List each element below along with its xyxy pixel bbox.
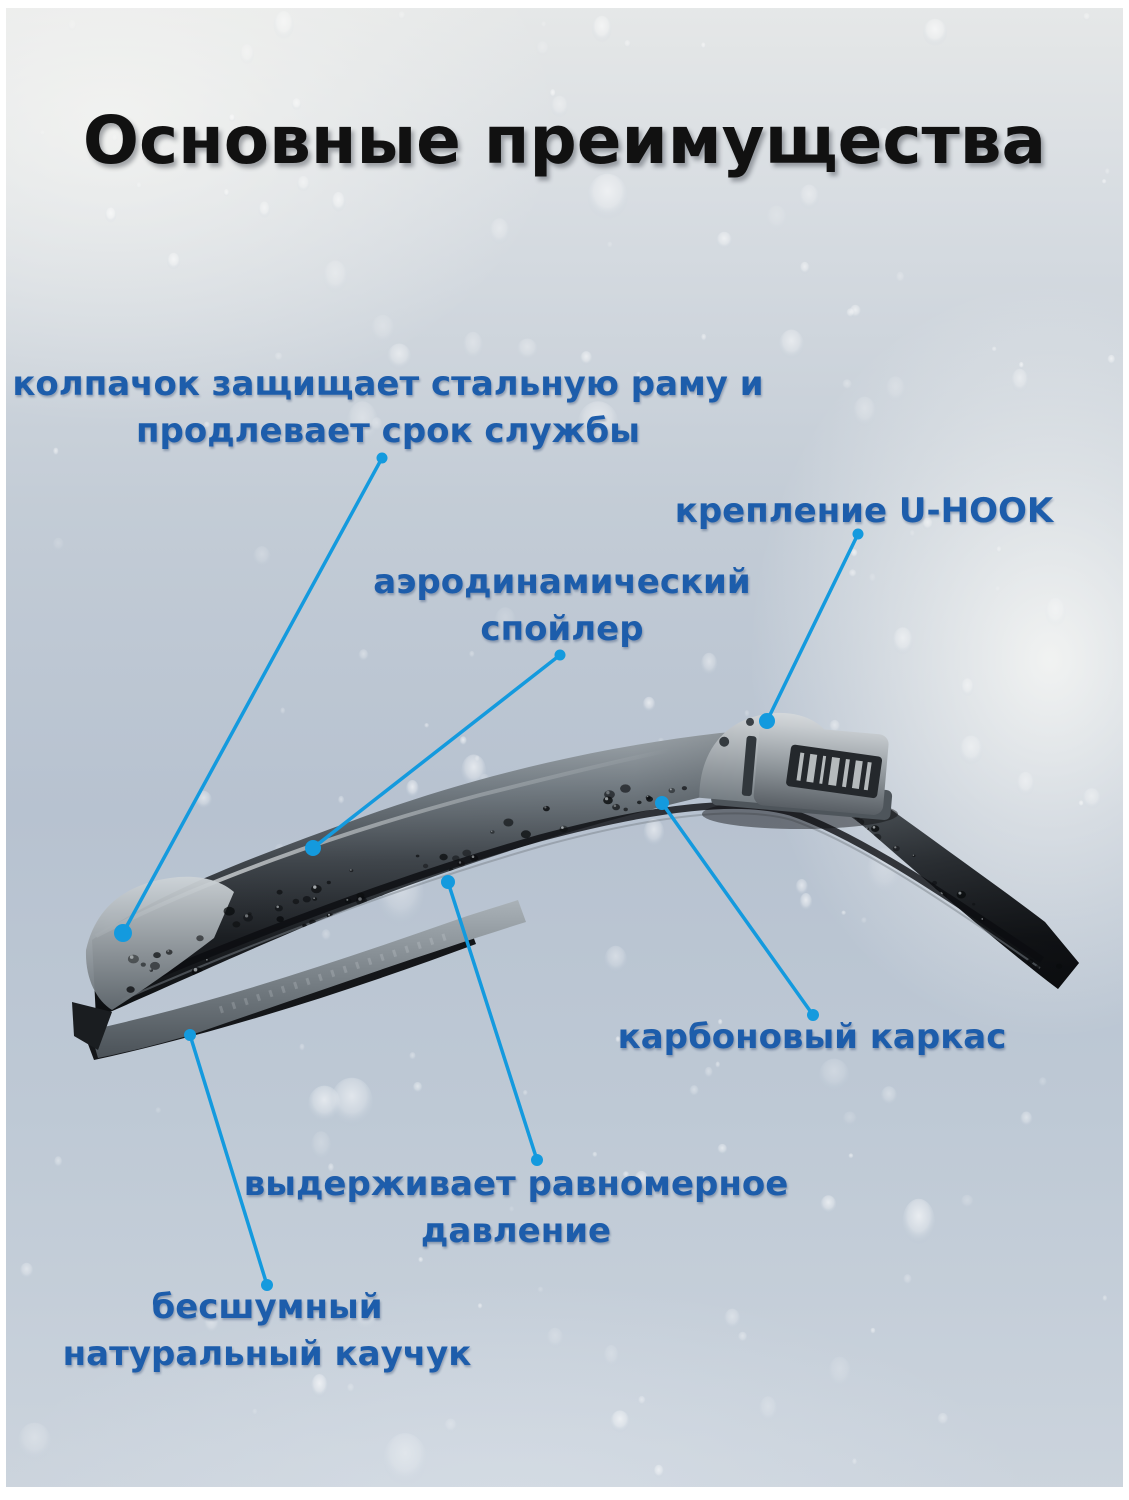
label-cap-protection bbox=[12, 361, 763, 455]
uhook-adapter bbox=[698, 706, 898, 820]
label-cap-line1: колпачок защищает стальную раму и bbox=[12, 364, 764, 404]
label-cap-line2: продлевает срок службы bbox=[136, 411, 640, 451]
label-rubber-line2: натуральный каучук bbox=[62, 1334, 472, 1374]
label-rubber-line1: бесшумный bbox=[151, 1287, 383, 1327]
label-spoiler-line1: аэродинамический bbox=[373, 562, 751, 602]
label-pressure-line1: выдерживает равномерное bbox=[243, 1164, 789, 1204]
blade-body-shading bbox=[92, 732, 1079, 1018]
label-carbon-text: карбоновый каркас bbox=[617, 1017, 1007, 1057]
label-carbon-frame bbox=[618, 1014, 1007, 1061]
callout-carbon bbox=[655, 796, 819, 1021]
label-uhook-text: крепление U-HOOK bbox=[674, 491, 1054, 531]
page-title: Основные преимущества bbox=[82, 102, 1047, 179]
label-natural-rubber bbox=[63, 1284, 472, 1378]
callout-uhook bbox=[759, 529, 864, 730]
label-aero-spoiler bbox=[373, 559, 750, 653]
label-uhook-mount bbox=[675, 488, 1053, 535]
label-uniform-pressure bbox=[244, 1161, 789, 1255]
label-pressure-line2: давление bbox=[420, 1211, 612, 1251]
label-spoiler-line2: спойлер bbox=[480, 609, 644, 649]
wiper-blade bbox=[72, 706, 1079, 1060]
